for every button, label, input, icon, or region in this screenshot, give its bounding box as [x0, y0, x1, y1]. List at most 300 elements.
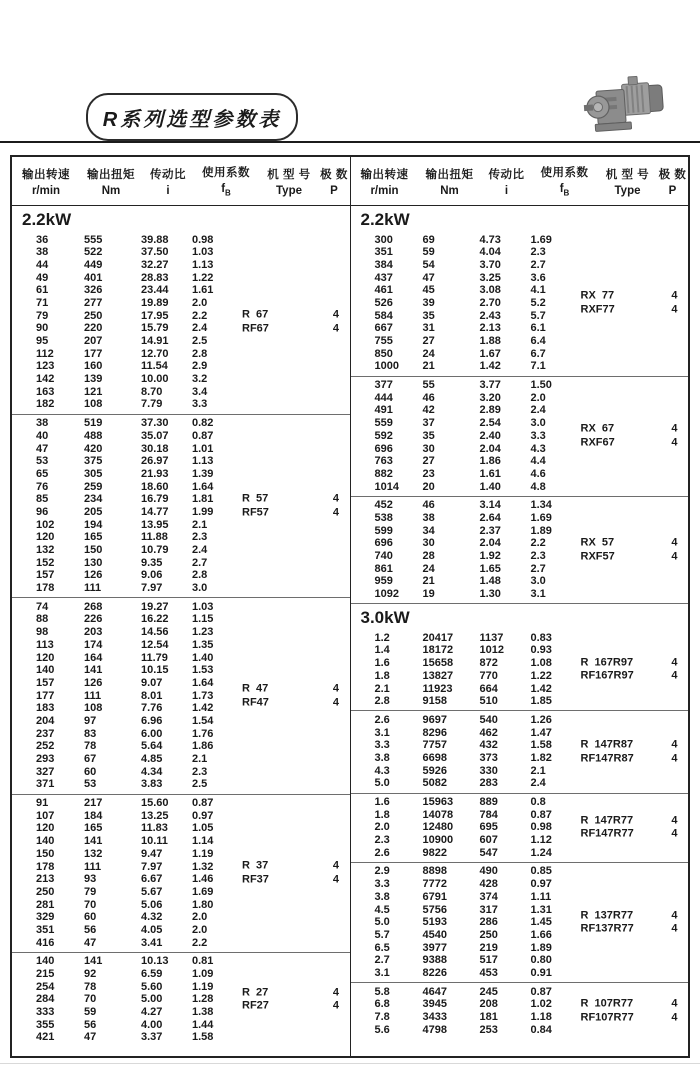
service-factor-cell: 1.58	[192, 1031, 214, 1044]
header-en: i	[504, 184, 509, 197]
table-row	[12, 810, 350, 823]
header-output-torque	[80, 166, 142, 197]
header-cn: 输出转速	[360, 168, 409, 181]
output-torque-cell: 132	[84, 847, 103, 860]
output-torque-cell: 108	[84, 398, 103, 411]
service-factor-cell: 1.64	[192, 480, 214, 493]
header-en: Nm	[440, 184, 459, 197]
ratio-cell: 510	[479, 695, 498, 708]
service-factor-cell: 1.99	[192, 505, 214, 518]
service-factor-cell: 0.84	[530, 1023, 552, 1036]
model-type-line	[242, 873, 339, 887]
table-row	[351, 632, 689, 645]
service-factor-cell: 2.4	[530, 777, 546, 790]
table-row	[12, 360, 350, 373]
table-row	[351, 967, 689, 980]
output-speed-cell: 293	[36, 753, 55, 765]
ratio-cell: 2.04	[479, 442, 501, 455]
service-factor-cell: 2.7	[192, 556, 208, 569]
output-torque-cell: 326	[84, 284, 103, 297]
ratio-cell: 2.89	[479, 404, 501, 417]
table-row	[12, 417, 350, 430]
output-speed-cell: 452	[374, 499, 393, 512]
ratio-cell: 317	[479, 903, 498, 916]
header-ratio	[142, 166, 194, 197]
output-torque-cell: 3433	[422, 1011, 447, 1023]
service-factor-cell: 2.5	[192, 335, 208, 347]
output-speed-cell: 959	[374, 575, 393, 588]
ratio-cell: 1.86	[479, 455, 501, 468]
output-torque-cell: 47	[84, 1031, 97, 1044]
output-speed-cell: 49	[36, 271, 49, 284]
header-en: i	[166, 184, 170, 197]
table-row	[351, 259, 689, 272]
model-type-poles	[581, 656, 678, 683]
ratio-cell: 374	[479, 890, 498, 903]
table-row	[351, 563, 689, 576]
output-speed-cell: 91	[36, 797, 49, 810]
output-speed-cell: 178	[36, 582, 55, 595]
ratio-cell: 1.61	[479, 467, 501, 480]
output-speed-cell: 53	[36, 455, 49, 468]
service-factor-cell: 2.3	[192, 765, 208, 778]
table-row	[351, 683, 689, 696]
service-factor-cell: 2.2	[192, 936, 208, 949]
service-factor-cell: 4.8	[530, 480, 546, 493]
ratio-cell: 2.43	[479, 309, 501, 322]
output-speed-cell: 592	[374, 429, 393, 442]
table-row	[12, 728, 350, 741]
service-factor-cell: 2.2	[192, 309, 208, 322]
table-row	[12, 848, 350, 861]
service-factor-cell: 1.18	[530, 1011, 552, 1023]
service-factor-cell: 1.61	[192, 284, 214, 297]
output-speed-cell: 163	[36, 385, 55, 398]
ratio-cell: 253	[479, 1023, 498, 1036]
gear-ratio-block	[12, 953, 350, 1047]
output-speed-cell: 755	[374, 335, 393, 347]
model-type-value: R 167R97	[580, 656, 634, 669]
output-torque-cell: 83	[84, 727, 97, 740]
output-speed-cell: 491	[374, 404, 393, 417]
ratio-cell: 2.13	[479, 322, 501, 335]
output-speed-cell: 355	[36, 1018, 55, 1031]
output-speed-cell: 142	[36, 373, 55, 386]
output-torque-cell: 111	[84, 860, 102, 873]
ratio-cell: 490	[479, 865, 498, 878]
model-type-value: RF57	[242, 505, 269, 518]
ratio-cell: 12.54	[141, 638, 169, 651]
output-speed-cell: 1014	[374, 480, 399, 493]
table-row	[12, 740, 350, 753]
output-torque-cell: 11923	[422, 682, 453, 695]
output-torque-cell: 92	[84, 968, 97, 980]
output-torque-cell: 6698	[422, 751, 447, 764]
gear-ratio-block	[12, 795, 350, 952]
ratio-cell: 373	[479, 751, 498, 764]
output-torque-cell: 111	[84, 582, 102, 595]
table-row	[351, 777, 689, 790]
ratio-cell: 5.06	[141, 898, 163, 911]
table-row	[12, 968, 350, 981]
output-speed-cell: 421	[36, 1031, 55, 1044]
output-speed-cell: 120	[36, 822, 55, 835]
model-type-value: RXF57	[580, 550, 615, 562]
model-type-value: RF137R77	[580, 922, 634, 935]
table-row	[12, 544, 350, 557]
power-section-label: 2.2kW	[22, 210, 72, 229]
ratio-cell: 428	[479, 878, 498, 891]
output-speed-cell: 667	[374, 322, 393, 335]
poles-value: 4	[332, 505, 339, 518]
output-torque-cell: 24	[422, 562, 435, 575]
service-factor-cell: 2.4	[192, 544, 208, 556]
ratio-cell: 453	[479, 966, 498, 979]
ratio-cell: 9.06	[141, 569, 163, 582]
output-torque-cell: 27	[422, 455, 435, 468]
page-bottom-edge	[0, 1063, 700, 1064]
service-factor-cell: 4.1	[530, 284, 546, 297]
output-torque-cell: 8296	[422, 726, 447, 739]
title-divider-rule	[0, 141, 700, 143]
output-torque-cell: 35	[422, 309, 435, 322]
output-torque-cell: 217	[84, 797, 103, 810]
output-torque-cell: 250	[84, 309, 103, 322]
table-row	[351, 348, 689, 361]
poles-value: 4	[332, 695, 339, 708]
model-type-value: R 57	[242, 492, 269, 505]
selection-parameter-table	[10, 155, 690, 1058]
model-type-line	[581, 752, 678, 766]
ratio-cell: 30.18	[141, 442, 169, 455]
model-type-value: R 137R77	[580, 908, 634, 921]
ratio-cell: 8.70	[141, 385, 163, 398]
gear-ratio-block	[351, 794, 689, 862]
service-factor-cell: 1.31	[530, 903, 552, 916]
table-row	[351, 644, 689, 657]
output-speed-cell: 98	[36, 626, 49, 639]
ratio-cell: 11.83	[141, 822, 168, 835]
service-factor-cell: 1.01	[192, 442, 214, 455]
output-speed-cell: 1.6	[374, 796, 390, 808]
output-torque-cell: 21	[422, 575, 435, 588]
service-factor-cell: 2.1	[530, 764, 546, 777]
output-speed-cell: 252	[36, 740, 55, 753]
ratio-cell: 37.30	[141, 417, 169, 430]
output-torque-cell: 522	[84, 246, 103, 259]
ratio-cell: 9.07	[141, 676, 163, 689]
ratio-cell: 3.83	[141, 778, 163, 791]
table-left-half	[12, 157, 351, 1056]
output-torque-cell: 38	[422, 511, 435, 524]
table-row	[12, 468, 350, 481]
output-torque-cell: 130	[84, 556, 103, 569]
output-speed-cell: 461	[374, 284, 393, 297]
table-row	[12, 822, 350, 835]
service-factor-cell: 1.23	[192, 626, 214, 639]
ratio-cell: 1.65	[479, 562, 501, 575]
service-factor-cell: 0.83	[530, 631, 552, 644]
output-torque-cell: 54	[422, 258, 435, 271]
service-factor-cell: 0.87	[530, 985, 552, 998]
output-speed-cell: 177	[36, 689, 55, 702]
gear-ratio-block	[351, 863, 689, 982]
ratio-cell: 11.79	[141, 651, 168, 664]
ratio-cell: 250	[479, 928, 498, 941]
output-speed-cell: 3.8	[374, 751, 390, 764]
service-factor-cell: 1.13	[192, 258, 214, 271]
output-speed-cell: 6.5	[374, 941, 390, 954]
ratio-cell: 784	[479, 808, 498, 821]
output-torque-cell: 375	[84, 455, 103, 468]
table-row	[351, 379, 689, 392]
model-type-line	[581, 656, 678, 670]
service-factor-cell: 1.11	[530, 890, 552, 903]
ratio-cell: 1.30	[479, 588, 501, 601]
service-factor-cell: 1.19	[192, 980, 214, 993]
service-factor-cell: 1.24	[530, 846, 552, 859]
output-torque-cell: 39	[422, 296, 435, 309]
output-torque-cell: 207	[84, 335, 103, 347]
ratio-cell: 517	[479, 954, 498, 967]
service-factor-cell: 1.50	[530, 379, 552, 392]
service-factor-cell: 2.0	[192, 296, 208, 309]
service-factor-cell: 1.66	[530, 928, 552, 941]
service-factor-cell: 5.7	[530, 309, 546, 322]
service-factor-cell: 2.7	[530, 258, 546, 271]
output-speed-cell: 1000	[374, 360, 399, 373]
ratio-cell: 770	[479, 669, 498, 682]
ratio-cell: 3.77	[479, 379, 501, 392]
output-torque-cell: 19	[422, 588, 435, 601]
output-speed-cell: 371	[36, 778, 55, 791]
ratio-cell: 19.27	[141, 600, 169, 613]
service-factor-cell: 0.87	[192, 797, 214, 810]
output-speed-cell: 850	[374, 347, 393, 360]
model-type-value: RF37	[242, 873, 269, 886]
ratio-cell: 7.76	[141, 702, 163, 715]
service-factor-cell: 0.87	[530, 808, 552, 821]
table-row	[12, 937, 350, 950]
output-speed-cell: 1.2	[374, 631, 390, 644]
ratio-cell: 2.54	[479, 417, 501, 430]
header-ratio	[481, 166, 533, 197]
table-row	[351, 335, 689, 348]
model-type-value: RX 67	[580, 422, 615, 435]
output-torque-cell: 203	[84, 626, 103, 639]
poles-value: 4	[332, 308, 339, 321]
model-type-line	[581, 670, 678, 684]
model-type-line	[581, 536, 678, 550]
ratio-cell: 37.50	[141, 246, 169, 259]
gear-ratio-block	[12, 598, 350, 793]
output-torque-cell: 28	[422, 550, 435, 562]
output-torque-cell: 160	[84, 360, 103, 373]
ratio-cell: 4.27	[141, 1006, 163, 1019]
output-torque-cell: 35	[422, 429, 435, 442]
output-torque-cell: 79	[84, 885, 97, 898]
output-torque-cell: 6791	[422, 890, 447, 903]
poles-value: 4	[671, 751, 678, 764]
header-en: Nm	[101, 184, 121, 197]
output-torque-cell: 93	[84, 873, 97, 886]
service-factor-cell: 2.0	[192, 911, 208, 924]
output-torque-cell: 59	[422, 246, 435, 259]
service-factor-cell: 3.1	[530, 588, 546, 601]
output-torque-cell: 165	[84, 822, 103, 835]
output-speed-cell: 178	[36, 860, 55, 873]
service-factor-cell: 1.42	[530, 682, 552, 695]
output-torque-cell: 449	[84, 258, 103, 271]
model-type-line	[581, 290, 678, 304]
output-speed-cell: 329	[36, 911, 55, 924]
output-torque-cell: 15963	[422, 796, 454, 808]
output-speed-cell: 36	[36, 233, 49, 246]
service-factor-cell: 1.46	[192, 873, 214, 886]
output-torque-cell: 30	[422, 442, 435, 455]
output-speed-cell: 1.8	[374, 808, 390, 821]
header-cn: 传动比	[488, 168, 525, 181]
table-row	[12, 443, 350, 456]
ratio-cell: 14.77	[141, 505, 169, 518]
ratio-cell: 12.70	[141, 347, 169, 360]
output-speed-cell: 696	[374, 442, 393, 455]
model-type-line	[581, 550, 678, 564]
output-speed-cell: 254	[36, 980, 55, 993]
poles-value: 4	[671, 303, 678, 316]
service-factor-cell: 0.97	[530, 878, 552, 891]
service-factor-cell: 3.6	[530, 271, 546, 284]
output-torque-cell: 3977	[422, 941, 447, 954]
output-speed-cell: 3.1	[374, 726, 390, 739]
table-row	[351, 714, 689, 727]
table-row	[351, 525, 689, 538]
ratio-cell: 15.79	[141, 322, 169, 335]
ratio-cell: 4.85	[141, 753, 163, 765]
output-speed-cell: 526	[374, 296, 393, 309]
ratio-cell: 32.27	[141, 258, 169, 271]
output-torque-cell: 12480	[422, 821, 454, 834]
model-type-poles	[581, 738, 678, 765]
output-torque-cell: 13827	[422, 669, 454, 682]
ratio-cell: 39.88	[141, 233, 169, 246]
output-speed-cell: 213	[36, 873, 55, 886]
model-type-line	[581, 738, 678, 752]
gearmotor-icon	[583, 74, 675, 138]
gear-ratio-block	[12, 415, 350, 598]
ratio-cell: 6.59	[141, 968, 163, 980]
ratio-cell: 13.95	[141, 518, 169, 531]
output-torque-cell: 47	[84, 936, 97, 949]
ratio-cell: 1012	[479, 644, 504, 657]
output-torque-cell: 184	[84, 809, 103, 822]
output-speed-cell: 76	[36, 480, 49, 493]
output-torque-cell: 70	[84, 993, 97, 1006]
header-model-type	[597, 166, 659, 197]
model-type-poles	[242, 986, 339, 1013]
service-factor-cell: 2.3	[530, 246, 546, 259]
service-factor-cell: 1.05	[192, 822, 214, 835]
service-factor-cell: 1.64	[192, 676, 214, 689]
ratio-cell: 28.83	[141, 271, 169, 284]
service-factor-cell: 1.12	[530, 834, 552, 847]
header-en: Type	[614, 184, 641, 197]
output-torque-cell: 164	[84, 651, 103, 664]
output-torque-cell: 268	[84, 600, 103, 613]
output-speed-cell: 120	[36, 651, 55, 664]
model-type-line	[242, 322, 339, 336]
ratio-cell: 1.42	[479, 360, 501, 373]
header-en: r/min	[31, 184, 61, 197]
ratio-cell: 1.92	[479, 550, 501, 562]
poles-value: 4	[671, 669, 678, 682]
ratio-cell: 3.70	[479, 258, 501, 271]
service-factor-cell: 0.87	[192, 429, 214, 442]
ratio-cell: 1.67	[479, 347, 501, 360]
ratio-cell: 5.67	[141, 885, 163, 898]
output-speed-cell: 74	[36, 600, 49, 613]
service-factor-cell: 1.85	[530, 695, 552, 708]
output-torque-cell: 4540	[422, 928, 447, 941]
output-speed-cell: 2.6	[374, 713, 390, 726]
poles-value: 4	[332, 986, 339, 999]
table-row	[12, 753, 350, 766]
output-torque-cell: 23	[422, 467, 435, 480]
table-row	[12, 664, 350, 677]
poles-value: 4	[332, 859, 339, 872]
output-torque-cell: 555	[84, 233, 103, 246]
poles-value: 4	[671, 908, 678, 921]
table-row	[12, 373, 350, 386]
model-type-line	[581, 997, 678, 1011]
output-speed-cell: 5.0	[374, 777, 390, 790]
output-torque-cell: 42	[422, 404, 435, 417]
output-torque-cell: 45	[422, 284, 435, 297]
output-speed-cell: 88	[36, 613, 49, 626]
ratio-cell: 10.79	[141, 544, 169, 556]
output-torque-cell: 7772	[422, 878, 447, 891]
ratio-cell: 10.15	[141, 664, 169, 677]
ratio-cell: 17.95	[141, 309, 169, 322]
output-speed-cell: 351	[36, 923, 55, 936]
ratio-cell: 3.37	[141, 1031, 163, 1044]
service-factor-cell: 6.7	[530, 347, 546, 360]
output-torque-cell: 139	[84, 373, 103, 386]
poles-value: 4	[332, 873, 339, 886]
poles-value: 4	[332, 322, 339, 335]
poles-value: 4	[671, 922, 678, 935]
output-speed-cell: 2.6	[374, 846, 390, 859]
service-factor-cell: 2.8	[192, 569, 208, 582]
output-speed-cell: 215	[36, 968, 55, 980]
output-torque-cell: 9822	[422, 846, 447, 859]
service-factor-cell: 2.1	[192, 518, 208, 531]
service-factor-cell: 4.6	[530, 467, 546, 480]
ratio-cell: 7.97	[141, 860, 163, 873]
service-factor-cell: 1.34	[530, 499, 552, 512]
table-row	[351, 891, 689, 904]
output-speed-cell: 284	[36, 993, 55, 1006]
output-torque-cell: 27	[422, 335, 435, 347]
output-speed-cell: 4.3	[374, 764, 390, 777]
poles-value: 4	[671, 827, 678, 840]
ratio-cell: 4.73	[479, 233, 501, 246]
output-speed-cell: 157	[36, 569, 55, 582]
ratio-cell: 1.40	[479, 480, 501, 493]
table-row	[351, 986, 689, 999]
table-row	[12, 613, 350, 626]
model-type-poles	[581, 423, 678, 450]
